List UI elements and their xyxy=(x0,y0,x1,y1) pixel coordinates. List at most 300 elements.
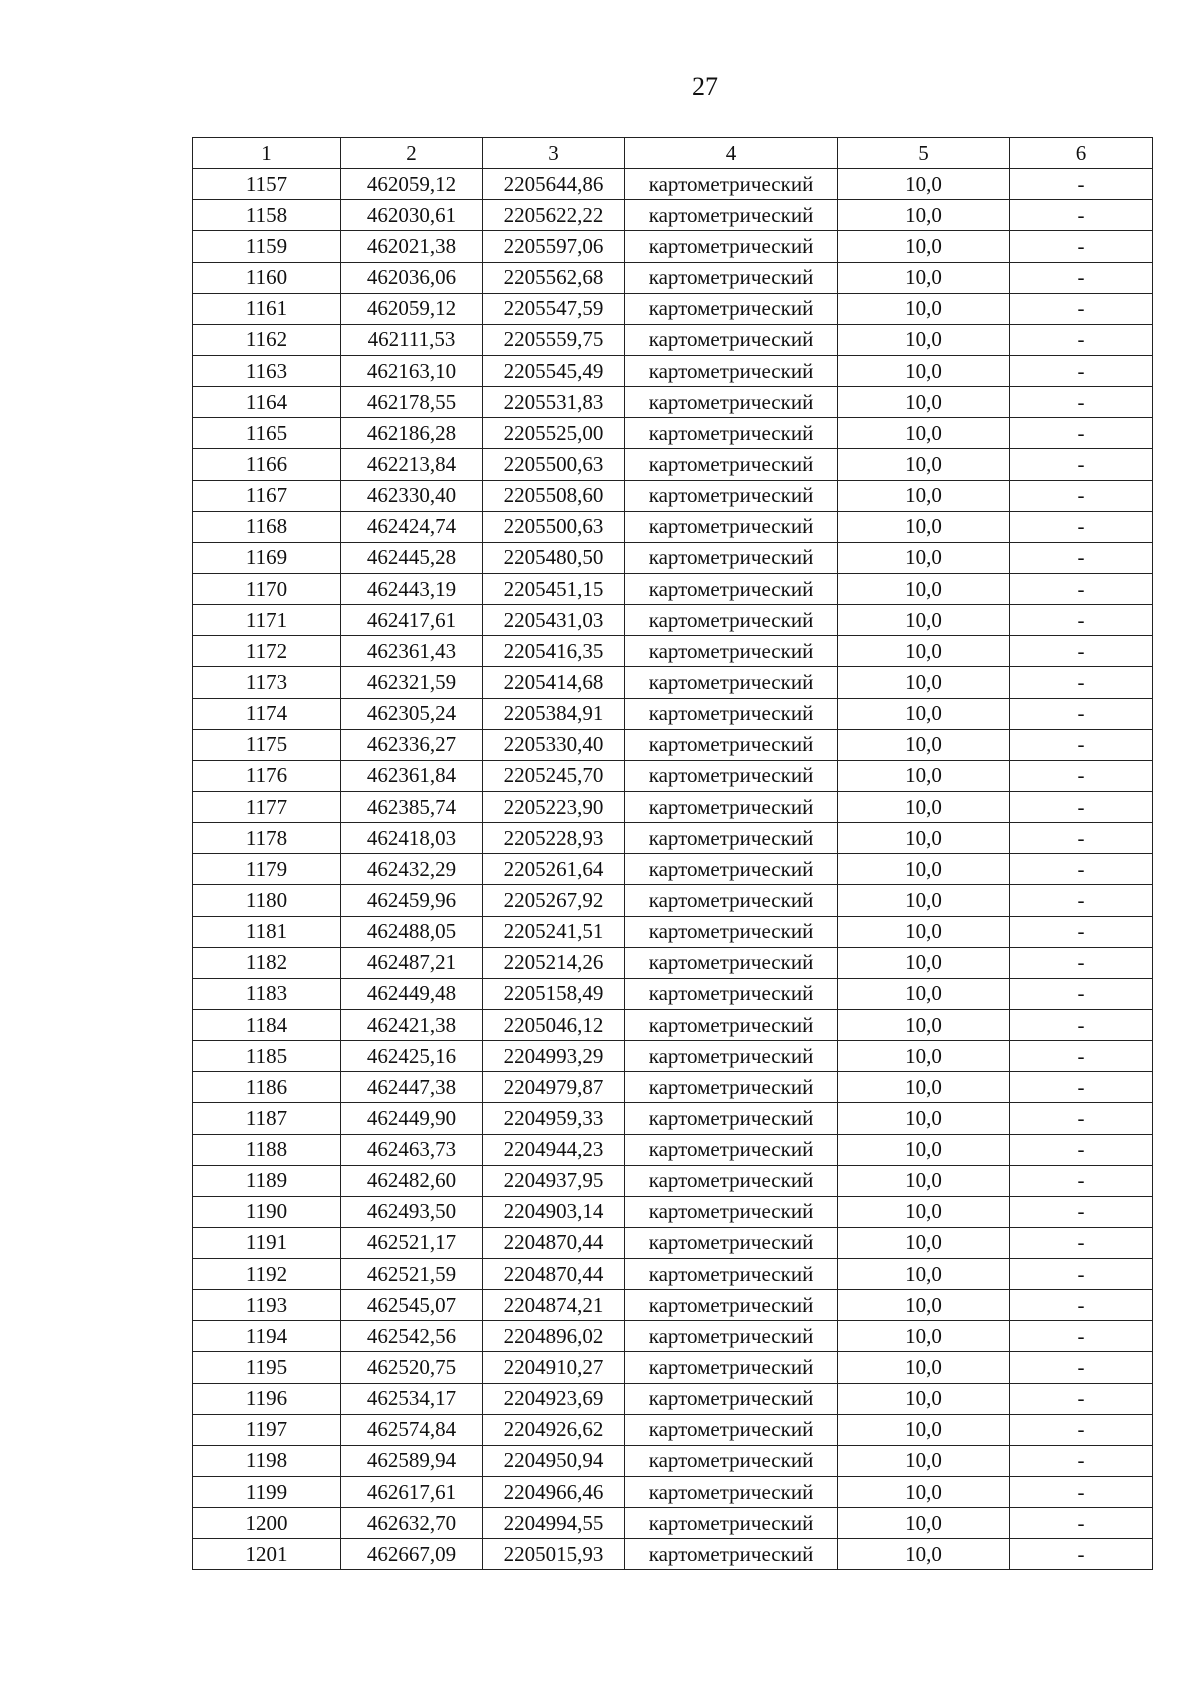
point-number-cell: 1160 xyxy=(193,262,341,293)
accuracy-cell: 10,0 xyxy=(838,1196,1010,1227)
method-cell: картометрический xyxy=(625,823,838,854)
method-cell: картометрический xyxy=(625,1477,838,1508)
accuracy-cell: 10,0 xyxy=(838,1165,1010,1196)
table-row xyxy=(193,1445,1153,1476)
note-cell: - xyxy=(1010,978,1153,1009)
point-number-cell: 1158 xyxy=(193,200,341,231)
x-coordinate-cell: 462487,21 xyxy=(341,947,483,978)
note-cell: - xyxy=(1010,1290,1153,1321)
point-number-cell: 1162 xyxy=(193,324,341,355)
table-row xyxy=(193,885,1153,916)
x-coordinate-cell: 462330,40 xyxy=(341,480,483,511)
x-coordinate-cell: 462545,07 xyxy=(341,1290,483,1321)
note-cell: - xyxy=(1010,823,1153,854)
accuracy-cell: 10,0 xyxy=(838,1227,1010,1258)
y-coordinate-cell: 2205015,93 xyxy=(483,1539,625,1570)
table-row xyxy=(193,231,1153,262)
point-number-cell: 1201 xyxy=(193,1539,341,1570)
accuracy-cell: 10,0 xyxy=(838,823,1010,854)
note-cell: - xyxy=(1010,605,1153,636)
point-number-cell: 1164 xyxy=(193,387,341,418)
point-number-cell: 1165 xyxy=(193,418,341,449)
y-coordinate-cell: 2204910,27 xyxy=(483,1352,625,1383)
accuracy-cell: 10,0 xyxy=(838,636,1010,667)
point-number-cell: 1175 xyxy=(193,729,341,760)
page-number: 27 xyxy=(692,72,718,101)
y-coordinate-cell: 2205622,22 xyxy=(483,200,625,231)
note-cell: - xyxy=(1010,480,1153,511)
method-cell: картометрический xyxy=(625,1196,838,1227)
x-coordinate-cell: 462305,24 xyxy=(341,698,483,729)
method-cell: картометрический xyxy=(625,1009,838,1040)
note-cell: - xyxy=(1010,1072,1153,1103)
note-cell: - xyxy=(1010,1352,1153,1383)
column-header: 4 xyxy=(625,138,838,169)
note-cell: - xyxy=(1010,1321,1153,1352)
accuracy-cell: 10,0 xyxy=(838,916,1010,947)
table-row xyxy=(193,1290,1153,1321)
method-cell: картометрический xyxy=(625,1227,838,1258)
accuracy-cell: 10,0 xyxy=(838,1508,1010,1539)
note-cell: - xyxy=(1010,231,1153,262)
note-cell: - xyxy=(1010,324,1153,355)
point-number-cell: 1191 xyxy=(193,1227,341,1258)
note-cell: - xyxy=(1010,1414,1153,1445)
y-coordinate-cell: 2204966,46 xyxy=(483,1477,625,1508)
column-header: 6 xyxy=(1010,138,1153,169)
point-number-cell: 1171 xyxy=(193,605,341,636)
y-coordinate-cell: 2205508,60 xyxy=(483,480,625,511)
note-cell: - xyxy=(1010,885,1153,916)
y-coordinate-cell: 2205547,59 xyxy=(483,293,625,324)
method-cell: картометрический xyxy=(625,1383,838,1414)
note-cell: - xyxy=(1010,1103,1153,1134)
point-number-cell: 1161 xyxy=(193,293,341,324)
table-row xyxy=(193,854,1153,885)
column-header: 2 xyxy=(341,138,483,169)
table-row xyxy=(193,978,1153,1009)
table-row xyxy=(193,1383,1153,1414)
table-row xyxy=(193,1103,1153,1134)
accuracy-cell: 10,0 xyxy=(838,947,1010,978)
y-coordinate-cell: 2205431,03 xyxy=(483,605,625,636)
accuracy-cell: 10,0 xyxy=(838,418,1010,449)
x-coordinate-cell: 462520,75 xyxy=(341,1352,483,1383)
table-row xyxy=(193,916,1153,947)
accuracy-cell: 10,0 xyxy=(838,760,1010,791)
accuracy-cell: 10,0 xyxy=(838,1041,1010,1072)
point-number-cell: 1190 xyxy=(193,1196,341,1227)
y-coordinate-cell: 2205414,68 xyxy=(483,667,625,698)
x-coordinate-cell: 462421,38 xyxy=(341,1009,483,1040)
point-number-cell: 1157 xyxy=(193,169,341,200)
accuracy-cell: 10,0 xyxy=(838,1445,1010,1476)
method-cell: картометрический xyxy=(625,885,838,916)
point-number-cell: 1184 xyxy=(193,1009,341,1040)
y-coordinate-cell: 2205158,49 xyxy=(483,978,625,1009)
table-row xyxy=(193,1134,1153,1165)
y-coordinate-cell: 2205228,93 xyxy=(483,823,625,854)
table-row xyxy=(193,1041,1153,1072)
accuracy-cell: 10,0 xyxy=(838,1009,1010,1040)
accuracy-cell: 10,0 xyxy=(838,1477,1010,1508)
table-row xyxy=(193,542,1153,573)
table-row xyxy=(193,1414,1153,1445)
y-coordinate-cell: 2205330,40 xyxy=(483,729,625,760)
accuracy-cell: 10,0 xyxy=(838,1321,1010,1352)
accuracy-cell: 10,0 xyxy=(838,262,1010,293)
accuracy-cell: 10,0 xyxy=(838,978,1010,1009)
y-coordinate-cell: 2204903,14 xyxy=(483,1196,625,1227)
table-row xyxy=(193,698,1153,729)
accuracy-cell: 10,0 xyxy=(838,1383,1010,1414)
note-cell: - xyxy=(1010,729,1153,760)
method-cell: картометрический xyxy=(625,1165,838,1196)
point-number-cell: 1193 xyxy=(193,1290,341,1321)
point-number-cell: 1189 xyxy=(193,1165,341,1196)
method-cell: картометрический xyxy=(625,511,838,542)
method-cell: картометрический xyxy=(625,387,838,418)
x-coordinate-cell: 462213,84 xyxy=(341,449,483,480)
y-coordinate-cell: 2205261,64 xyxy=(483,854,625,885)
method-cell: картометрический xyxy=(625,1134,838,1165)
note-cell: - xyxy=(1010,760,1153,791)
point-number-cell: 1182 xyxy=(193,947,341,978)
note-cell: - xyxy=(1010,511,1153,542)
x-coordinate-cell: 462178,55 xyxy=(341,387,483,418)
x-coordinate-cell: 462432,29 xyxy=(341,854,483,885)
table-row xyxy=(193,667,1153,698)
note-cell: - xyxy=(1010,916,1153,947)
x-coordinate-cell: 462521,59 xyxy=(341,1259,483,1290)
table-row xyxy=(193,387,1153,418)
note-cell: - xyxy=(1010,1009,1153,1040)
table-row xyxy=(193,1259,1153,1290)
x-coordinate-cell: 462059,12 xyxy=(341,169,483,200)
table-row xyxy=(193,1321,1153,1352)
y-coordinate-cell: 2205046,12 xyxy=(483,1009,625,1040)
point-number-cell: 1167 xyxy=(193,480,341,511)
x-coordinate-cell: 462459,96 xyxy=(341,885,483,916)
method-cell: картометрический xyxy=(625,947,838,978)
note-cell: - xyxy=(1010,667,1153,698)
point-number-cell: 1166 xyxy=(193,449,341,480)
table-row xyxy=(193,947,1153,978)
point-number-cell: 1178 xyxy=(193,823,341,854)
point-number-cell: 1192 xyxy=(193,1259,341,1290)
accuracy-cell: 10,0 xyxy=(838,324,1010,355)
point-number-cell: 1195 xyxy=(193,1352,341,1383)
accuracy-cell: 10,0 xyxy=(838,1103,1010,1134)
accuracy-cell: 10,0 xyxy=(838,698,1010,729)
y-coordinate-cell: 2205384,91 xyxy=(483,698,625,729)
x-coordinate-cell: 462589,94 xyxy=(341,1445,483,1476)
method-cell: картометрический xyxy=(625,1414,838,1445)
x-coordinate-cell: 462449,48 xyxy=(341,978,483,1009)
x-coordinate-cell: 462385,74 xyxy=(341,791,483,822)
accuracy-cell: 10,0 xyxy=(838,791,1010,822)
note-cell: - xyxy=(1010,1259,1153,1290)
accuracy-cell: 10,0 xyxy=(838,355,1010,386)
point-number-cell: 1197 xyxy=(193,1414,341,1445)
table-row xyxy=(193,791,1153,822)
method-cell: картометрический xyxy=(625,1508,838,1539)
accuracy-cell: 10,0 xyxy=(838,1259,1010,1290)
point-number-cell: 1163 xyxy=(193,355,341,386)
x-coordinate-cell: 462321,59 xyxy=(341,667,483,698)
y-coordinate-cell: 2205644,86 xyxy=(483,169,625,200)
method-cell: картометрический xyxy=(625,324,838,355)
method-cell: картометрический xyxy=(625,418,838,449)
y-coordinate-cell: 2204979,87 xyxy=(483,1072,625,1103)
method-cell: картометрический xyxy=(625,1352,838,1383)
table-row xyxy=(193,1072,1153,1103)
table-row xyxy=(193,1477,1153,1508)
accuracy-cell: 10,0 xyxy=(838,1539,1010,1570)
note-cell: - xyxy=(1010,293,1153,324)
accuracy-cell: 10,0 xyxy=(838,1072,1010,1103)
table-header-row xyxy=(193,138,1153,169)
y-coordinate-cell: 2204950,94 xyxy=(483,1445,625,1476)
x-coordinate-cell: 462542,56 xyxy=(341,1321,483,1352)
y-coordinate-cell: 2205500,63 xyxy=(483,511,625,542)
y-coordinate-cell: 2205500,63 xyxy=(483,449,625,480)
x-coordinate-cell: 462617,61 xyxy=(341,1477,483,1508)
x-coordinate-cell: 462443,19 xyxy=(341,573,483,604)
y-coordinate-cell: 2204937,95 xyxy=(483,1165,625,1196)
point-number-cell: 1200 xyxy=(193,1508,341,1539)
x-coordinate-cell: 462445,28 xyxy=(341,542,483,573)
y-coordinate-cell: 2204874,21 xyxy=(483,1290,625,1321)
point-number-cell: 1194 xyxy=(193,1321,341,1352)
point-number-cell: 1188 xyxy=(193,1134,341,1165)
point-number-cell: 1174 xyxy=(193,698,341,729)
note-cell: - xyxy=(1010,1508,1153,1539)
method-cell: картометрический xyxy=(625,760,838,791)
y-coordinate-cell: 2204896,02 xyxy=(483,1321,625,1352)
y-coordinate-cell: 2204926,62 xyxy=(483,1414,625,1445)
table-row xyxy=(193,293,1153,324)
note-cell: - xyxy=(1010,1477,1153,1508)
table-row xyxy=(193,1352,1153,1383)
accuracy-cell: 10,0 xyxy=(838,854,1010,885)
method-cell: картометрический xyxy=(625,636,838,667)
x-coordinate-cell: 462463,73 xyxy=(341,1134,483,1165)
note-cell: - xyxy=(1010,947,1153,978)
method-cell: картометрический xyxy=(625,542,838,573)
point-number-cell: 1186 xyxy=(193,1072,341,1103)
x-coordinate-cell: 462021,38 xyxy=(341,231,483,262)
table-row xyxy=(193,605,1153,636)
y-coordinate-cell: 2204923,69 xyxy=(483,1383,625,1414)
point-number-cell: 1198 xyxy=(193,1445,341,1476)
method-cell: картометрический xyxy=(625,262,838,293)
point-number-cell: 1176 xyxy=(193,760,341,791)
method-cell: картометрический xyxy=(625,1259,838,1290)
note-cell: - xyxy=(1010,169,1153,200)
note-cell: - xyxy=(1010,449,1153,480)
note-cell: - xyxy=(1010,1383,1153,1414)
y-coordinate-cell: 2205562,68 xyxy=(483,262,625,293)
y-coordinate-cell: 2205559,75 xyxy=(483,324,625,355)
method-cell: картометрический xyxy=(625,916,838,947)
note-cell: - xyxy=(1010,355,1153,386)
column-header: 1 xyxy=(193,138,341,169)
x-coordinate-cell: 462361,43 xyxy=(341,636,483,667)
y-coordinate-cell: 2205451,15 xyxy=(483,573,625,604)
point-number-cell: 1181 xyxy=(193,916,341,947)
table-row xyxy=(193,729,1153,760)
x-coordinate-cell: 462574,84 xyxy=(341,1414,483,1445)
method-cell: картометрический xyxy=(625,729,838,760)
x-coordinate-cell: 462521,17 xyxy=(341,1227,483,1258)
note-cell: - xyxy=(1010,1445,1153,1476)
y-coordinate-cell: 2205223,90 xyxy=(483,791,625,822)
table-row xyxy=(193,573,1153,604)
accuracy-cell: 10,0 xyxy=(838,480,1010,511)
method-cell: картометрический xyxy=(625,791,838,822)
accuracy-cell: 10,0 xyxy=(838,729,1010,760)
y-coordinate-cell: 2205416,35 xyxy=(483,636,625,667)
column-header: 3 xyxy=(483,138,625,169)
x-coordinate-cell: 462425,16 xyxy=(341,1041,483,1072)
point-number-cell: 1196 xyxy=(193,1383,341,1414)
x-coordinate-cell: 462534,17 xyxy=(341,1383,483,1414)
method-cell: картометрический xyxy=(625,1539,838,1570)
accuracy-cell: 10,0 xyxy=(838,1352,1010,1383)
x-coordinate-cell: 462111,53 xyxy=(341,324,483,355)
note-cell: - xyxy=(1010,1134,1153,1165)
point-number-cell: 1183 xyxy=(193,978,341,1009)
accuracy-cell: 10,0 xyxy=(838,387,1010,418)
note-cell: - xyxy=(1010,791,1153,822)
accuracy-cell: 10,0 xyxy=(838,449,1010,480)
y-coordinate-cell: 2205597,06 xyxy=(483,231,625,262)
y-coordinate-cell: 2205480,50 xyxy=(483,542,625,573)
accuracy-cell: 10,0 xyxy=(838,231,1010,262)
table-body xyxy=(193,169,1153,1570)
point-number-cell: 1180 xyxy=(193,885,341,916)
method-cell: картометрический xyxy=(625,854,838,885)
method-cell: картометрический xyxy=(625,231,838,262)
note-cell: - xyxy=(1010,1165,1153,1196)
point-number-cell: 1185 xyxy=(193,1041,341,1072)
y-coordinate-cell: 2205214,26 xyxy=(483,947,625,978)
x-coordinate-cell: 462059,12 xyxy=(341,293,483,324)
point-number-cell: 1179 xyxy=(193,854,341,885)
table-row xyxy=(193,418,1153,449)
note-cell: - xyxy=(1010,636,1153,667)
y-coordinate-cell: 2204870,44 xyxy=(483,1259,625,1290)
method-cell: картометрический xyxy=(625,605,838,636)
method-cell: картометрический xyxy=(625,978,838,1009)
method-cell: картометрический xyxy=(625,698,838,729)
method-cell: картометрический xyxy=(625,1041,838,1072)
accuracy-cell: 10,0 xyxy=(838,169,1010,200)
x-coordinate-cell: 462186,28 xyxy=(341,418,483,449)
note-cell: - xyxy=(1010,200,1153,231)
accuracy-cell: 10,0 xyxy=(838,293,1010,324)
accuracy-cell: 10,0 xyxy=(838,605,1010,636)
y-coordinate-cell: 2204994,55 xyxy=(483,1508,625,1539)
x-coordinate-cell: 462418,03 xyxy=(341,823,483,854)
point-number-cell: 1170 xyxy=(193,573,341,604)
method-cell: картометрический xyxy=(625,449,838,480)
note-cell: - xyxy=(1010,1196,1153,1227)
method-cell: картометрический xyxy=(625,1321,838,1352)
accuracy-cell: 10,0 xyxy=(838,1134,1010,1165)
method-cell: картометрический xyxy=(625,1290,838,1321)
table-row xyxy=(193,1196,1153,1227)
table-row xyxy=(193,760,1153,791)
x-coordinate-cell: 462163,10 xyxy=(341,355,483,386)
note-cell: - xyxy=(1010,387,1153,418)
y-coordinate-cell: 2205267,92 xyxy=(483,885,625,916)
x-coordinate-cell: 462417,61 xyxy=(341,605,483,636)
x-coordinate-cell: 462449,90 xyxy=(341,1103,483,1134)
table-row xyxy=(193,169,1153,200)
table-row xyxy=(193,1227,1153,1258)
point-number-cell: 1173 xyxy=(193,667,341,698)
table-row xyxy=(193,449,1153,480)
note-cell: - xyxy=(1010,854,1153,885)
point-number-cell: 1172 xyxy=(193,636,341,667)
note-cell: - xyxy=(1010,698,1153,729)
point-number-cell: 1168 xyxy=(193,511,341,542)
note-cell: - xyxy=(1010,262,1153,293)
table-row xyxy=(193,262,1153,293)
y-coordinate-cell: 2204870,44 xyxy=(483,1227,625,1258)
accuracy-cell: 10,0 xyxy=(838,573,1010,604)
column-header: 5 xyxy=(838,138,1010,169)
note-cell: - xyxy=(1010,573,1153,604)
x-coordinate-cell: 462030,61 xyxy=(341,200,483,231)
table-row xyxy=(193,823,1153,854)
method-cell: картометрический xyxy=(625,1445,838,1476)
table-row xyxy=(193,1165,1153,1196)
x-coordinate-cell: 462482,60 xyxy=(341,1165,483,1196)
x-coordinate-cell: 462667,09 xyxy=(341,1539,483,1570)
table-row xyxy=(193,1539,1153,1570)
method-cell: картометрический xyxy=(625,667,838,698)
x-coordinate-cell: 462447,38 xyxy=(341,1072,483,1103)
accuracy-cell: 10,0 xyxy=(838,511,1010,542)
note-cell: - xyxy=(1010,542,1153,573)
y-coordinate-cell: 2205531,83 xyxy=(483,387,625,418)
x-coordinate-cell: 462632,70 xyxy=(341,1508,483,1539)
point-number-cell: 1159 xyxy=(193,231,341,262)
point-number-cell: 1177 xyxy=(193,791,341,822)
note-cell: - xyxy=(1010,1227,1153,1258)
y-coordinate-cell: 2204959,33 xyxy=(483,1103,625,1134)
note-cell: - xyxy=(1010,1539,1153,1570)
x-coordinate-cell: 462488,05 xyxy=(341,916,483,947)
method-cell: картометрический xyxy=(625,480,838,511)
accuracy-cell: 10,0 xyxy=(838,1290,1010,1321)
table-row xyxy=(193,355,1153,386)
method-cell: картометрический xyxy=(625,355,838,386)
method-cell: картометрический xyxy=(625,200,838,231)
note-cell: - xyxy=(1010,1041,1153,1072)
y-coordinate-cell: 2205241,51 xyxy=(483,916,625,947)
table-row xyxy=(193,636,1153,667)
x-coordinate-cell: 462493,50 xyxy=(341,1196,483,1227)
x-coordinate-cell: 462424,74 xyxy=(341,511,483,542)
table-row xyxy=(193,1508,1153,1539)
point-number-cell: 1169 xyxy=(193,542,341,573)
accuracy-cell: 10,0 xyxy=(838,200,1010,231)
note-cell: - xyxy=(1010,418,1153,449)
